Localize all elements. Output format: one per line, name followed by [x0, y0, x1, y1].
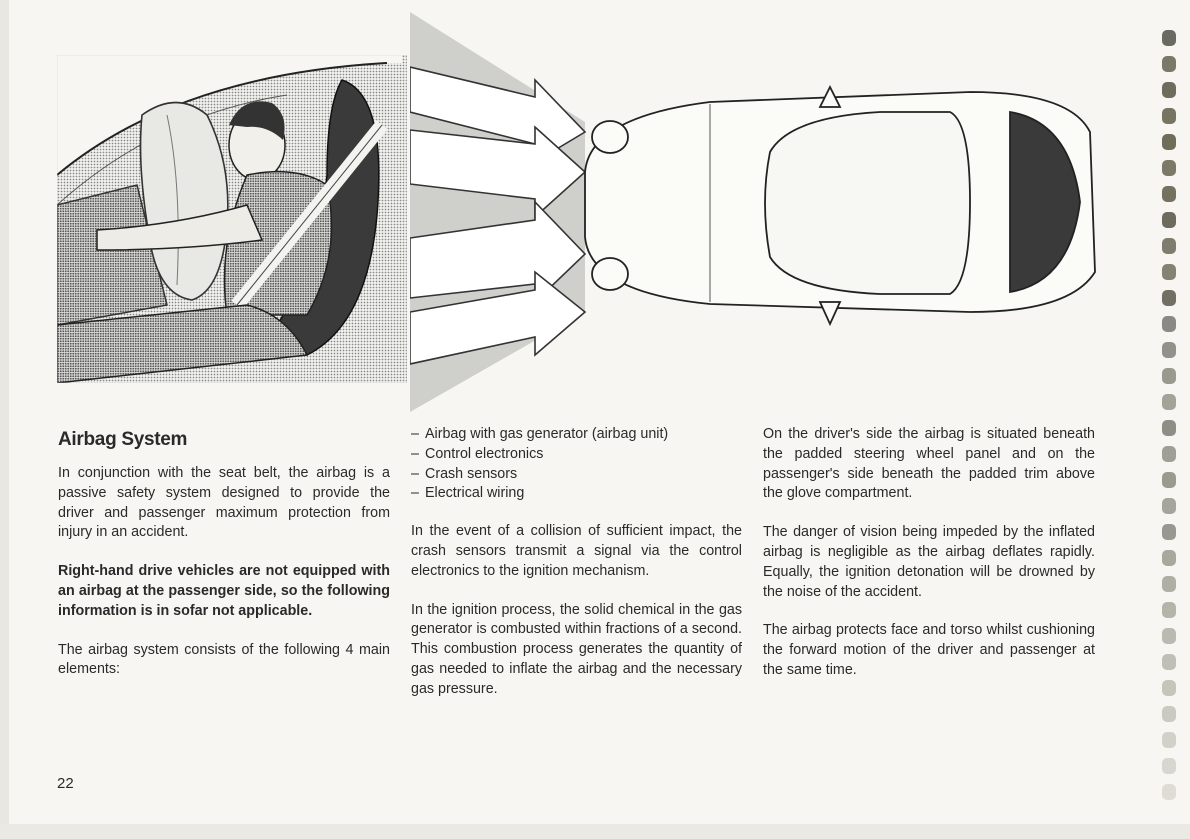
index-tab — [1162, 212, 1176, 228]
index-tab — [1162, 706, 1176, 722]
index-tab — [1162, 550, 1176, 566]
index-tab — [1162, 160, 1176, 176]
index-tab — [1162, 238, 1176, 254]
index-tab — [1162, 56, 1176, 72]
crash-arrows-illustration — [410, 12, 1100, 412]
elements-intro: The airbag system consists of the following 4 main elements: — [58, 641, 390, 678]
index-tab — [1162, 368, 1176, 384]
elements-list — [411, 425, 742, 504]
index-tab — [1162, 732, 1176, 748]
index-tab — [1162, 446, 1176, 462]
vision-paragraph: The danger of vision being impeded by the inflated airbag is negligible as the airbag deflates rapidly. Equally, the ignition detonation will be drowned by the noise of the accident. — [763, 524, 1095, 600]
section-heading: Airbag System — [58, 429, 188, 450]
index-tab — [1162, 498, 1176, 514]
page-bottom-edge — [0, 824, 1190, 839]
index-tab — [1162, 30, 1176, 46]
list-item: – Control electronics — [411, 445, 544, 462]
index-tab — [1162, 420, 1176, 436]
page-number: 22 — [57, 775, 74, 792]
collision-paragraph: In the event of a collision of sufficient impact, the crash sensors transmit a signal via the control electronics to the ignition mechanism. — [411, 523, 742, 579]
page-edge — [0, 0, 9, 839]
intro-paragraph: In conjunction with the seat belt, the airbag is a passive safety system designed to provide the driver and passenger maximum protection from injury in an accident. — [58, 465, 390, 541]
index-tab — [1162, 264, 1176, 280]
index-tab — [1162, 758, 1176, 774]
location-paragraph: On the driver's side the airbag is situated beneath the padded steering wheel panel and on the passenger's side beneath the padded trim above the glove compartment. — [763, 426, 1095, 502]
column-2 — [411, 425, 742, 719]
driver-airbag-illustration — [57, 55, 407, 383]
list-item: – Electrical wiring — [411, 485, 525, 502]
index-tab — [1162, 472, 1176, 488]
index-tabs — [1150, 20, 1190, 820]
index-tab — [1162, 134, 1176, 150]
rhd-note: Right-hand drive vehicles are not equipped with an airbag at the passenger side, so the following information is in sofar not applicable. — [58, 563, 390, 619]
index-tab — [1162, 784, 1176, 800]
column-1 — [58, 428, 390, 699]
list-item: – Crash sensors — [411, 465, 518, 482]
index-tab — [1162, 628, 1176, 644]
index-tab — [1162, 290, 1176, 306]
column-3 — [763, 425, 1095, 700]
index-tab — [1162, 524, 1176, 540]
index-tab — [1162, 108, 1176, 124]
index-tab — [1162, 186, 1176, 202]
index-tab — [1162, 316, 1176, 332]
index-tab — [1162, 680, 1176, 696]
index-tab — [1162, 394, 1176, 410]
index-tab — [1162, 82, 1176, 98]
index-tab — [1162, 654, 1176, 670]
index-tab — [1162, 342, 1176, 358]
protection-paragraph: The airbag protects face and torso whilst cushioning the forward motion of the driver and passenger at the same time. — [763, 622, 1095, 678]
ignition-paragraph: In the ignition process, the solid chemical in the gas generator is combusted within fractions of a second. This combustion process generates the quantity of gas needed to inflate the airbag and the necessary gas pressure. — [411, 601, 742, 697]
index-tab — [1162, 576, 1176, 592]
index-tab — [1162, 602, 1176, 618]
list-item: – Airbag with gas generator (airbag unit) — [411, 426, 669, 442]
